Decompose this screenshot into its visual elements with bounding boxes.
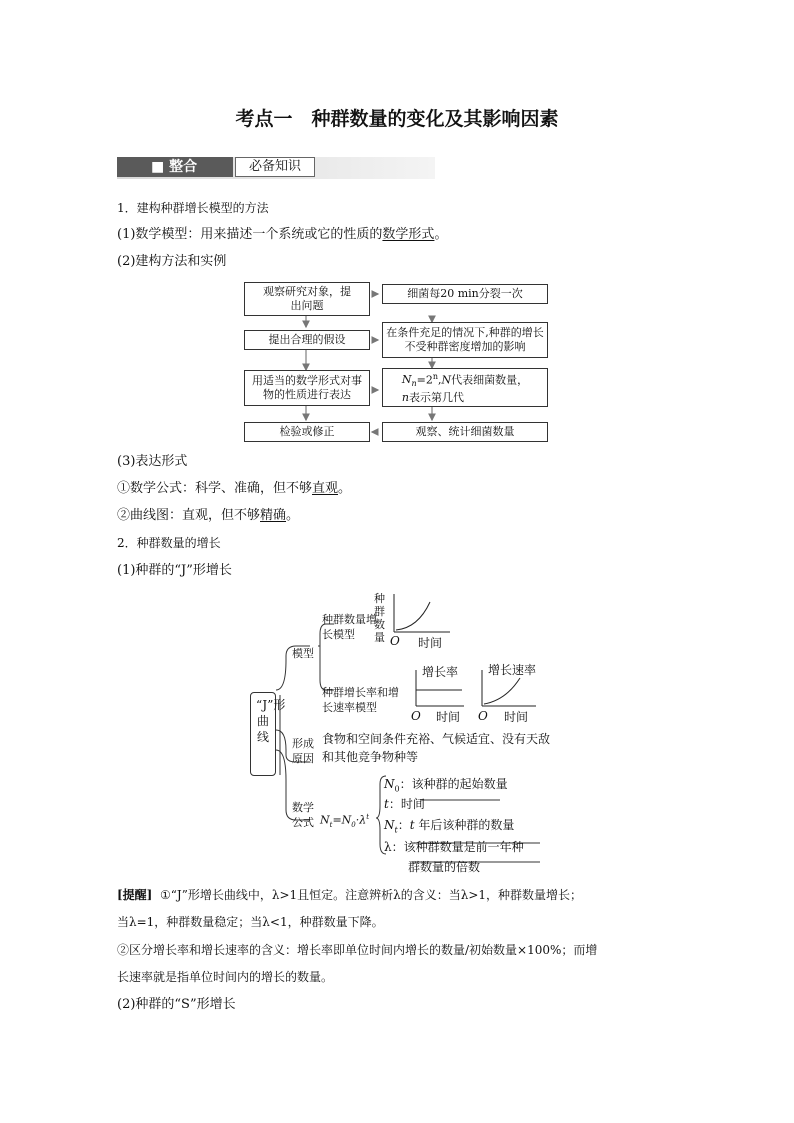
j-formula-item-2: t：时间 — [384, 797, 425, 811]
graph3-ylabel: 增长速率 — [488, 663, 537, 677]
graph3-xlabel: 时间 — [504, 710, 529, 724]
banner-tag: ■ 整合 — [117, 157, 233, 177]
flow-right-2: 在条件充足的情况下,种群的增长不受种群密度增加的影响 — [382, 322, 548, 358]
j-formula-item-3: $N_t$：t 年后该种群的数量 — [384, 818, 515, 835]
j-formula-item-4b: 群数量的倍数 — [408, 860, 481, 874]
flow-left-2: 提出合理的假设 — [244, 330, 370, 350]
flow-right-1: 细菌每20 min分裂一次 — [382, 284, 548, 304]
graph1-xlabel: 时间 — [418, 636, 443, 650]
j-root-node: “J”形曲线 — [250, 692, 276, 776]
graph3-origin: O — [478, 709, 488, 723]
j-cause-label: 形成原因 — [292, 737, 314, 765]
heading-1: 1．建构种群增长模型的方法 — [117, 201, 269, 215]
j-formula-item-1: $N_0$：该种群的起始数量 — [384, 777, 508, 794]
para-1-5: ②曲线图：直观，但不够精确。 — [117, 508, 300, 523]
j-model-label: 模型 — [292, 647, 314, 660]
para-2-2: (2)种群的“S”形增长 — [117, 997, 236, 1012]
flow-left-1: 观察研究对象，提出问题 — [244, 282, 370, 316]
graph1-origin: O — [390, 634, 400, 648]
banner-label: 必备知识 — [235, 157, 315, 177]
j-formula-item-4a: λ：该种群数量是前一年种 — [384, 840, 524, 854]
flow-left-3: 用适当的数学形式对事物的性质进行表达 — [244, 370, 370, 406]
page-title: 考点一 种群数量的变化及其影响因素 — [235, 108, 559, 130]
para-2-1: (1)种群的“J”形增长 — [117, 563, 232, 578]
j-formula-label: 数学公式 — [292, 801, 314, 829]
para-1-4: ①数学公式：科学、准确，但不够直观。 — [117, 481, 352, 496]
graph2-xlabel: 时间 — [436, 710, 461, 724]
flow-right-3: $N_n=2^n,N$代表细菌数量， n表示第几代 — [382, 368, 548, 407]
tip-line-2: 当λ=1，种群数量稳定；当λ<1，种群数量下降。 — [117, 915, 384, 929]
flow-left-4: 检验或修正 — [244, 422, 370, 442]
graph2-ylabel: 增长率 — [422, 665, 459, 679]
heading-2: 2．种群数量的增长 — [117, 536, 221, 550]
para-1-1: (1)数学模型：用来描述一个系统或它的性质的数学形式。 — [117, 227, 448, 242]
tip-label: [提醒] — [117, 888, 153, 902]
j-cause-text: 食物和空间条件充裕、气候适宜、没有天敌和其他竞争物种等 — [322, 732, 551, 764]
section-banner — [117, 157, 435, 179]
j-formula: $N_t=N_0\cdot\lambda^t$ — [320, 813, 370, 829]
tip-line-3: ②区分增长率和增长速率的含义：增长率即单位时间内增长的数量/初始数量×100%；而增 — [117, 943, 598, 957]
tip-line-1: [提醒] ①“J”形增长曲线中，λ>1且恒定。注意辨析λ的含义：当λ>1，种群数量增长； — [117, 888, 583, 902]
graph2-origin: O — [411, 709, 421, 723]
j-model-2: 种群增长率和增长速率模型 — [322, 686, 399, 714]
flow-right-4: 观察、统计细菌数量 — [382, 422, 548, 442]
para-1-2: (2)建构方法和实例 — [117, 254, 227, 269]
j-model-1: 种群数量增长模型 — [322, 613, 377, 641]
tip-line-4: 长速率就是指单位时间内的增长的数量。 — [117, 970, 334, 984]
para-1-3: (3)表达形式 — [117, 454, 188, 469]
graph1-ylabel: 种群数量 — [374, 592, 385, 644]
